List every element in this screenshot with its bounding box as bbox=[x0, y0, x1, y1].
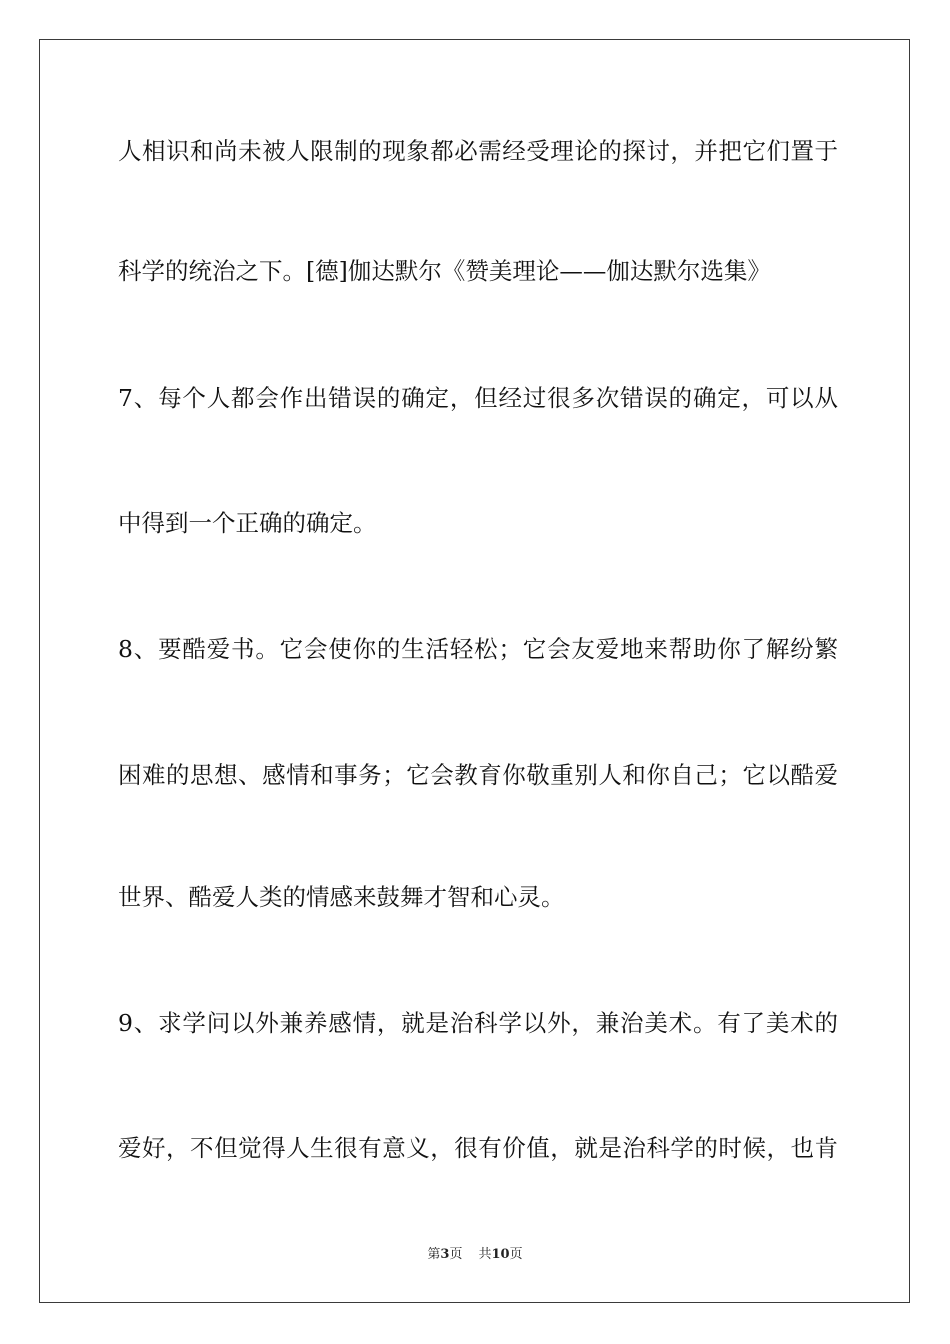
text-line-5: 8、要酷爱书。它会使你的生活轻松；它会友爱地来帮助你了解纷繁 bbox=[118, 635, 838, 663]
page-prefix: 第 bbox=[427, 1247, 441, 1262]
total-page-count: 10 bbox=[491, 1247, 510, 1262]
text-line-8: 9、求学问以外兼养感情，就是治科学以外，兼治美术。有了美术的 bbox=[118, 1009, 838, 1037]
page-suffix: 页 bbox=[449, 1247, 463, 1262]
page-footer bbox=[0, 1246, 950, 1264]
total-suffix: 页 bbox=[509, 1247, 523, 1262]
current-page-number: 3 bbox=[440, 1247, 450, 1262]
text-line-6: 困难的思想、感情和事务；它会教育你敬重别人和你自己；它以酷爱 bbox=[118, 761, 838, 789]
total-prefix: 共 bbox=[478, 1247, 492, 1262]
text-line-1: 人相识和尚未被人限制的现象都必需经受理论的探讨，并把它们置于 bbox=[118, 137, 838, 165]
text-line-3: 7、每个人都会作出错误的确定，但经过很多次错误的确定，可以从 bbox=[118, 384, 838, 412]
text-line-4: 中得到一个正确的确定。 bbox=[118, 509, 377, 537]
text-line-9: 爱好，不但觉得人生很有意义，很有价值，就是治科学的时候，也肯 bbox=[118, 1134, 838, 1162]
text-line-7: 世界、酷爱人类的情感来鼓舞才智和心灵。 bbox=[118, 883, 565, 911]
page-border bbox=[39, 39, 910, 1303]
text-line-2: 科学的统治之下。[德]伽达默尔《赞美理论——伽达默尔选集》 bbox=[118, 257, 771, 285]
